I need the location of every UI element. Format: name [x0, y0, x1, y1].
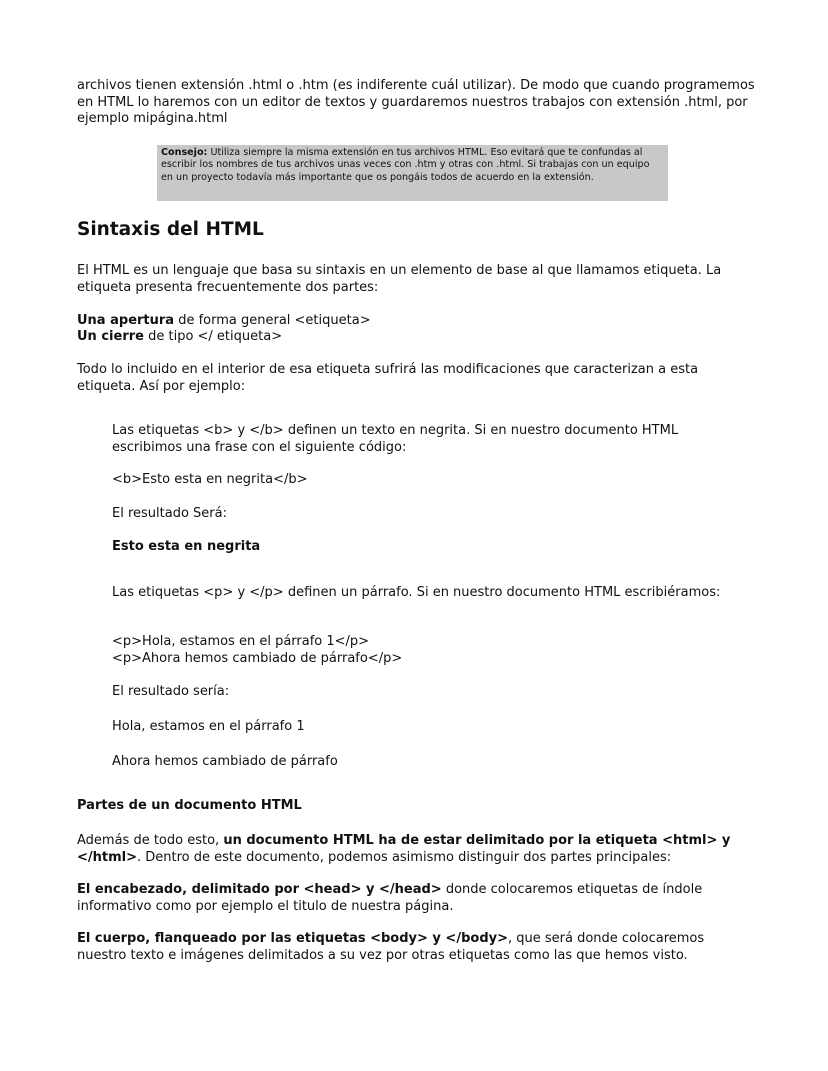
closing-line — [77, 329, 757, 346]
example2-result-label: El resultado sería: — [112, 684, 230, 699]
opening-line — [77, 313, 757, 330]
subheading: Partes de un documento HTML — [77, 798, 302, 813]
document-paragraph — [77, 833, 757, 866]
example2-code2: <p>Ahora hemos cambiado de párrafo</p> — [112, 651, 403, 666]
p5-text: , que será donde colocaremos nuestro texto e imágenes delimitados a su vez por otras etiquetas como las que hemos visto. — [77, 931, 705, 963]
p3-text-b: . Dentro de este documento, podemos asimismo distinguir dos partes principales: — [137, 849, 672, 865]
closing-bold: Un cierre — [77, 329, 144, 344]
head-paragraph — [77, 882, 757, 915]
p5-bold: El cuerpo, flanqueado por las etiquetas <body> y </body> — [77, 931, 508, 946]
tip-box — [157, 145, 668, 201]
content-paragraph: Todo lo incluido en el interior de esa etiqueta sufrirá las modificaciones que caracterizan a esta etiqueta. Así por ejemplo: — [77, 362, 699, 394]
example1-result-label: El resultado Será: — [112, 506, 227, 521]
p3-bold: un documento HTML ha de estar delimitado por la etiqueta <html> y </html> — [77, 833, 731, 865]
p3-text-a: Además de todo esto, — [77, 833, 224, 848]
body-paragraph — [77, 931, 757, 964]
opening-bold: Una apertura — [77, 313, 175, 328]
tip-label: Consejo: — [161, 147, 208, 158]
example2-code1: <p>Hola, estamos en el párrafo 1</p> — [112, 634, 370, 649]
closing-text: de tipo </ etiqueta> — [143, 329, 283, 344]
example2-result1: Hola, estamos en el párrafo 1 — [112, 719, 305, 734]
example2-result2: Ahora hemos cambiado de párrafo — [112, 754, 338, 769]
syntax-paragraph: El HTML es un lenguaje que basa su sintaxis en un elemento de base al que llamamos etiqueta. La etiqueta presenta frecuentemente dos partes: — [77, 263, 722, 295]
example1-code: <b>Esto esta en negrita</b> — [112, 472, 308, 487]
example1-desc: Las etiquetas <b> y </b> definen un texto en negrita. Si en nuestro documento HTML escribimos una frase con el siguiente código: — [112, 423, 679, 455]
p4-text: donde colocaremos etiquetas de índole informativo como por ejemplo el titulo de nuestra página. — [77, 882, 703, 914]
example2-desc: Las etiquetas <p> y </p> definen un párrafo. Si en nuestro documento HTML escribiéramos: — [112, 585, 721, 600]
tip-text: Utiliza siempre la misma extensión en tus archivos HTML. Eso evitará que te confundas al escribir los nombres de tus archivos unas veces con .htm y otras con .html. Si trabajas con un equipo en un proyecto todavía más importante que os pongáis todos de acuerdo en la extensión. — [161, 147, 650, 183]
section-heading: Sintaxis del HTML — [77, 219, 264, 240]
opening-text: de forma general <etiqueta> — [174, 313, 371, 328]
example1-result: Esto esta en negrita — [112, 539, 261, 554]
p4-bold: El encabezado, delimitado por <head> y </head> — [77, 882, 442, 897]
intro-paragraph: archivos tienen extensión .html o .htm (es indiferente cuál utilizar). De modo que cuando programemos en HTML lo haremos con un editor de textos y guardaremos nuestros trabajos con extensión .html, por ejemplo mipágina.html — [77, 78, 755, 126]
